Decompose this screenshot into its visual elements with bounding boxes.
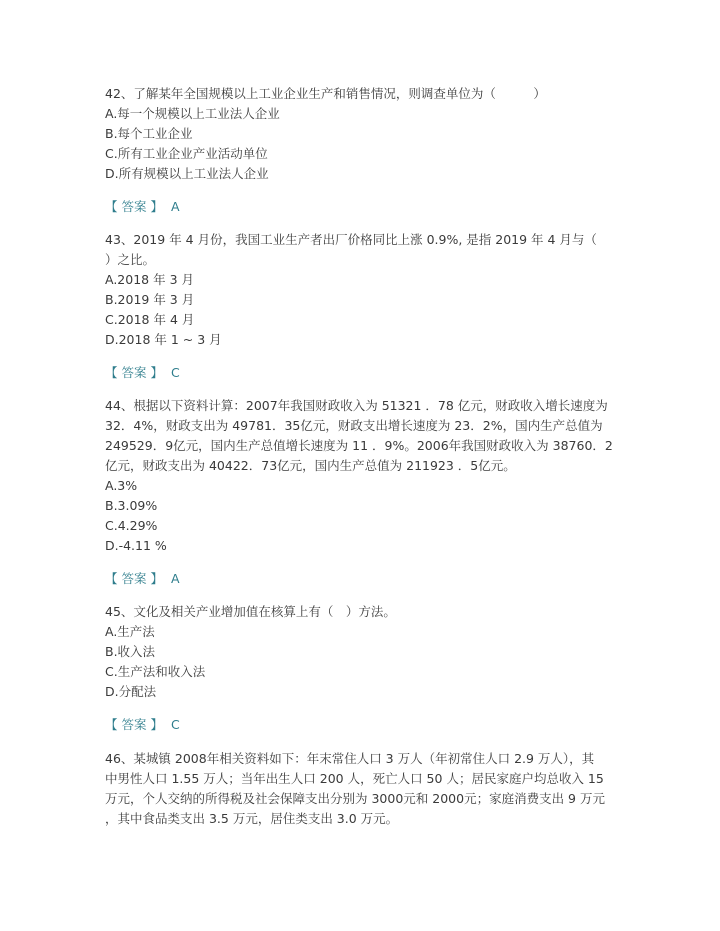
answer-44 xyxy=(105,569,615,589)
answer-label: 【 答案 】 xyxy=(105,571,163,586)
question-stem: 43、2019 年 4 月份，我国工业生产者出厂价格同比上涨 0.9%, 是指 2019 年 4 月与（ xyxy=(105,232,597,247)
option-c: C.2018 年 4 月 xyxy=(105,312,195,327)
question-stem-cont: 249529．9亿元，国内生产总值增长速度为 11 ．9%。2006年我国财政收入为 38760．2 xyxy=(105,438,613,453)
option-d: D.-4.11 % xyxy=(105,538,167,553)
answer-value: A xyxy=(170,199,180,214)
question-stem-cont: ，其中食品类支出 3.5 万元，居住类支出 3.0 万元。 xyxy=(105,811,399,826)
answer-43 xyxy=(105,363,615,383)
question-stem-cont: 32．4%，财政支出为 49781．35亿元，财政支出增长速度为 23．2%，国内生产总值为 xyxy=(105,418,603,433)
answer-label: 【 答案 】 xyxy=(105,199,163,214)
option-a: A.生产法 xyxy=(105,624,155,639)
question-43 xyxy=(105,230,615,350)
option-d: D.分配法 xyxy=(105,684,157,699)
option-c: C.生产法和收入法 xyxy=(105,664,206,679)
answer-45 xyxy=(105,715,615,735)
question-42 xyxy=(105,84,615,184)
question-45 xyxy=(105,602,615,702)
option-a: A.3% xyxy=(105,478,138,493)
question-stem-cont: 万元，个人交纳的所得税及社会保障支出分别为 3000元和 2000元；家庭消费支出 9 万元 xyxy=(105,791,605,806)
option-b: B.每个工业企业 xyxy=(105,126,193,141)
option-b: B.2019 年 3 月 xyxy=(105,292,195,307)
question-46 xyxy=(105,749,615,829)
question-stem: 42、了解某年全国规模以上工业企业生产和销售情况，则调查单位为（ ） xyxy=(105,86,546,101)
question-stem: 44、根据以下资料计算：2007年我国财政收入为 51321 ．78 亿元，财政收入增长速度为 xyxy=(105,398,608,413)
answer-42 xyxy=(105,197,615,217)
answer-value: C xyxy=(170,365,180,380)
option-c: C.所有工业企业产业活动单位 xyxy=(105,146,268,161)
option-b: B.3.09% xyxy=(105,498,158,513)
option-a: A.2018 年 3 月 xyxy=(105,272,194,287)
option-d: D.所有规模以上工业法人企业 xyxy=(105,166,269,181)
question-stem: 46、某城镇 2008年相关资料如下：年末常住人口 3 万人（年初常住人口 2.9 万人），其 xyxy=(105,751,595,766)
answer-value: A xyxy=(170,571,180,586)
option-a: A.每一个规模以上工业法人企业 xyxy=(105,106,280,121)
question-stem-cont: 中男性人口 1.55 万人；当年出生人口 200 人，死亡人口 50 人；居民家庭户均总收入 15 xyxy=(105,771,604,786)
answer-value: C xyxy=(170,717,180,732)
question-44 xyxy=(105,396,615,556)
option-b: B.收入法 xyxy=(105,644,156,659)
question-stem-cont: ）之比。 xyxy=(105,252,156,267)
question-stem: 45、文化及相关产业增加值在核算上有（ ）方法。 xyxy=(105,604,396,619)
option-d: D.2018 年 1 ~ 3 月 xyxy=(105,332,222,347)
answer-label: 【 答案 】 xyxy=(105,365,163,380)
answer-label: 【 答案 】 xyxy=(105,717,163,732)
question-stem-cont: 亿元，财政支出为 40422．73亿元，国内生产总值为 211923 ．5亿元。 xyxy=(105,458,516,473)
option-c: C.4.29% xyxy=(105,518,158,533)
